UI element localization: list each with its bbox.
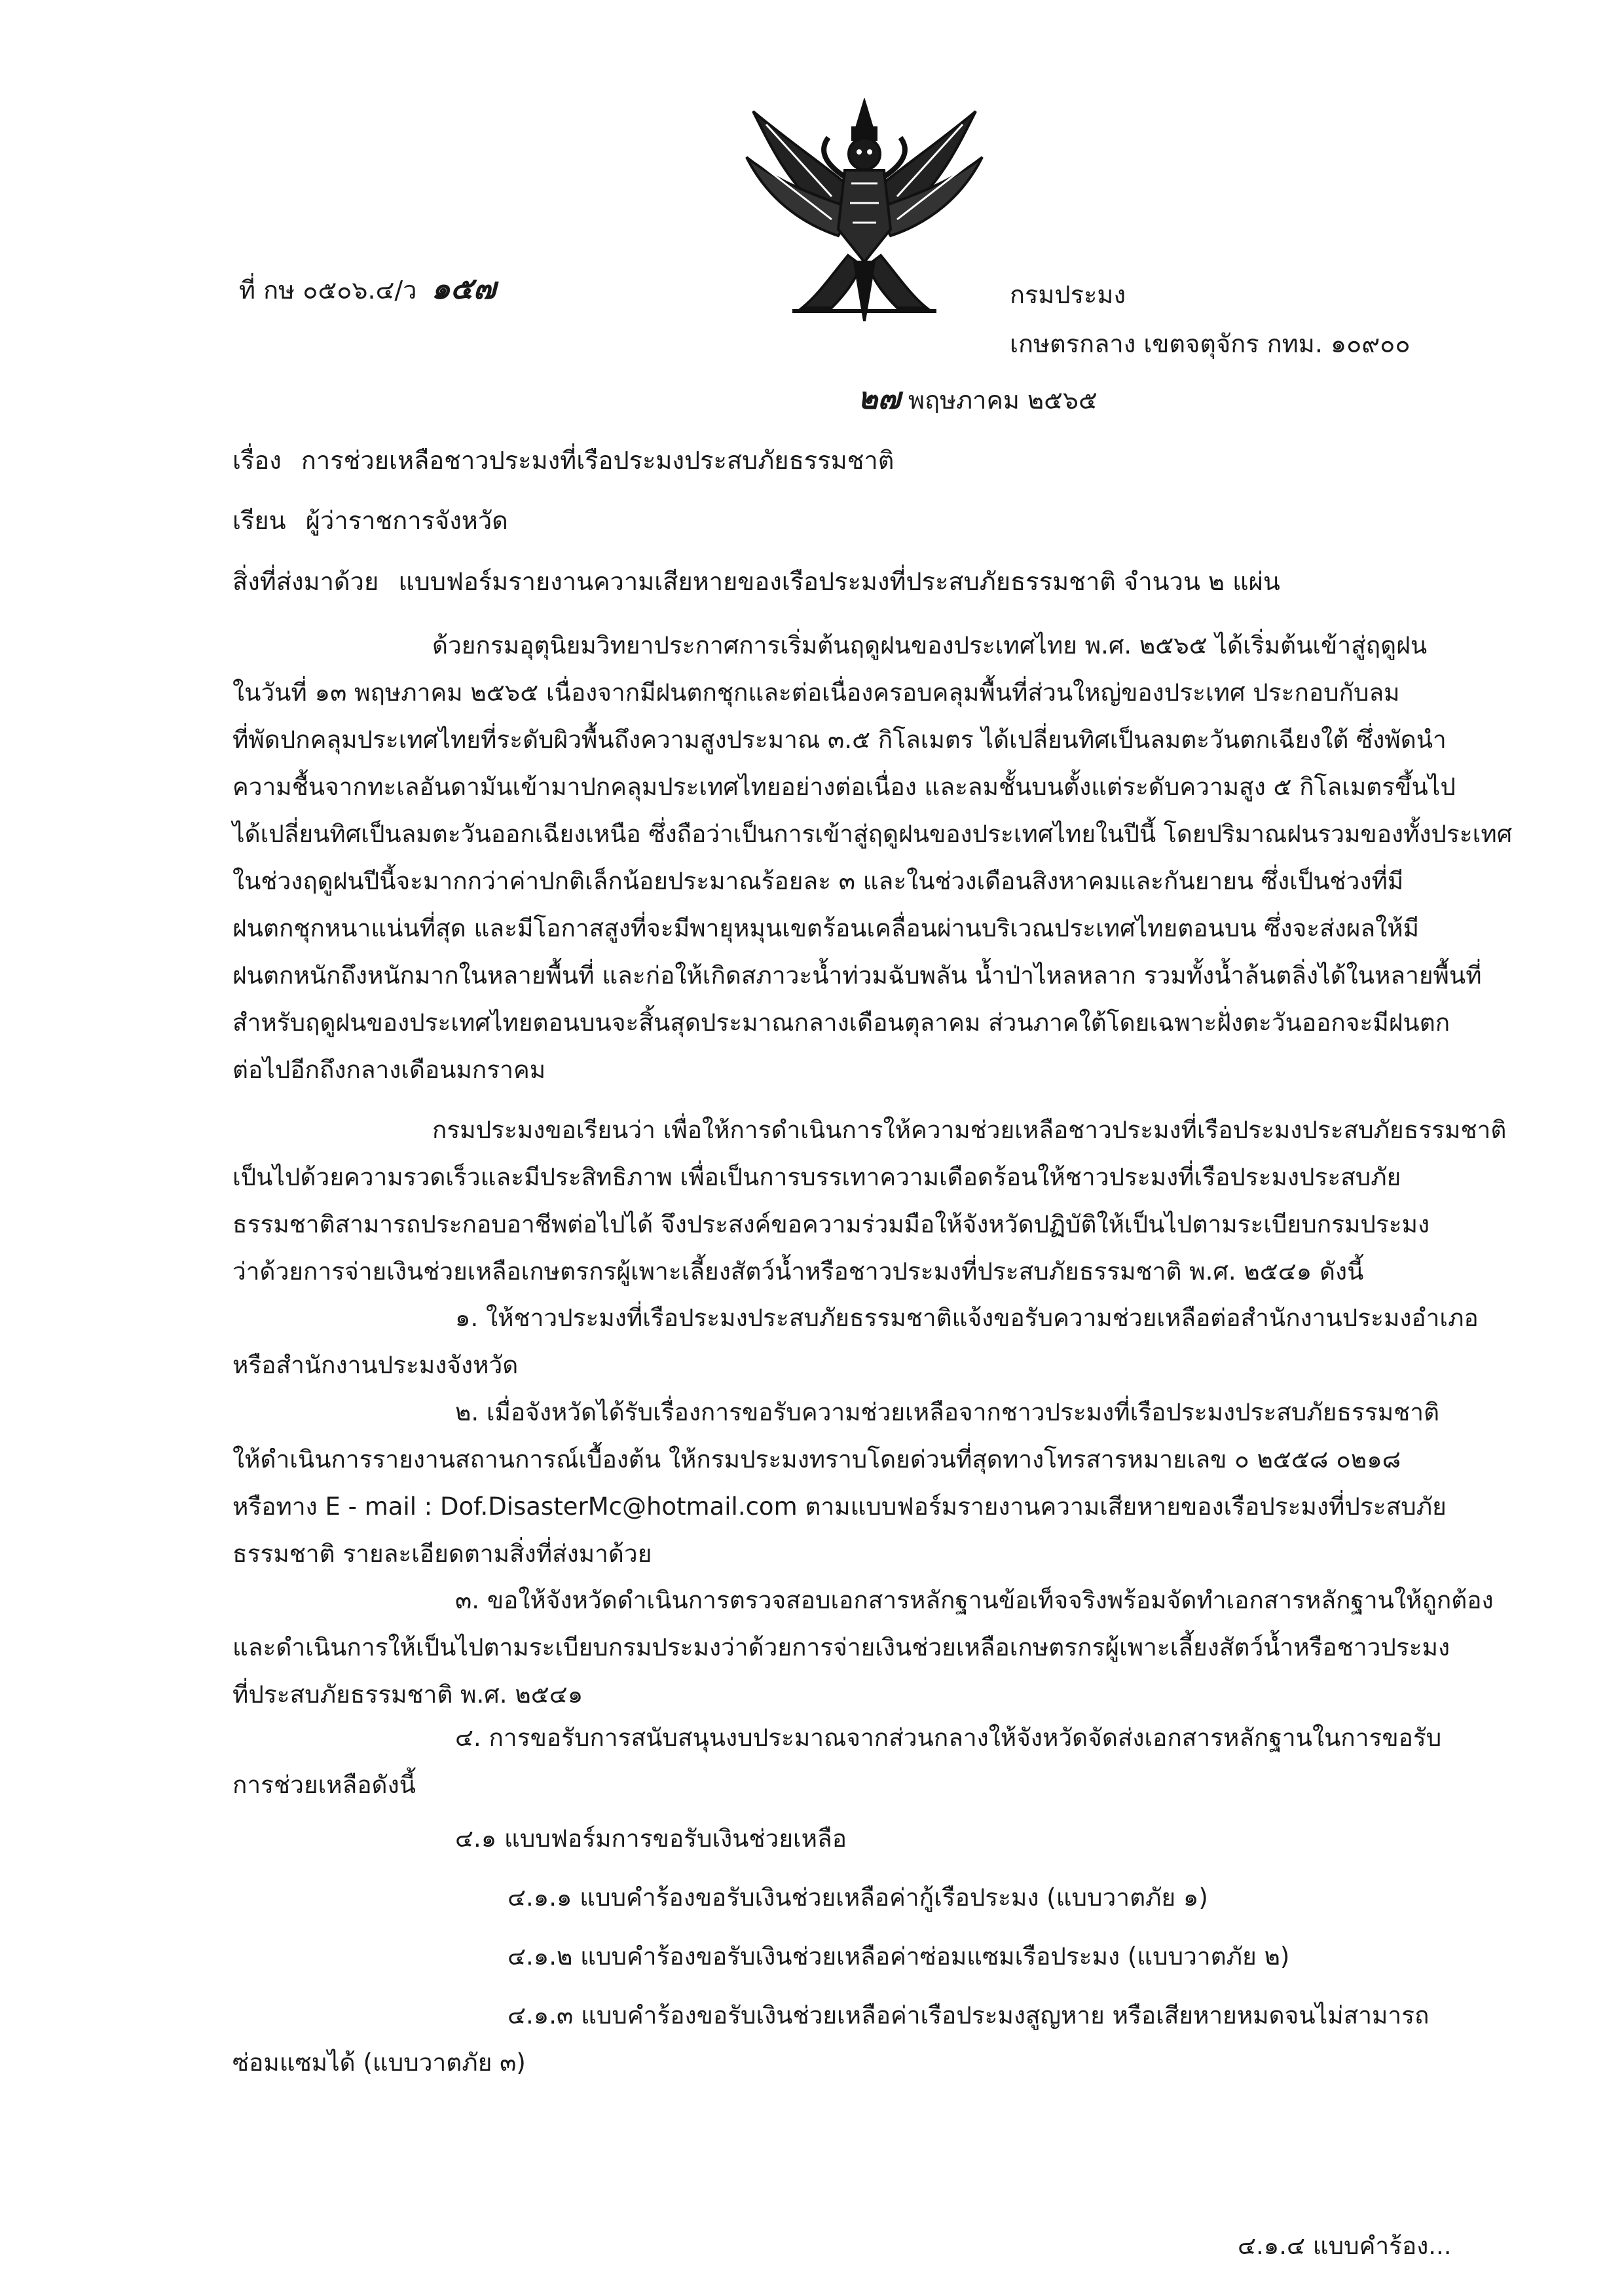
list-item-4-1-1: ๔.๑.๑ แบบคำร้องขอรับเงินช่วยเหลือค่ากู้เรือประมง (แบบวาตภัย ๑)	[507, 1883, 1208, 1912]
list-item-4-1-3-cont: ซ่อมแซมได้ (แบบวาตภัย ๓)	[232, 2048, 526, 2077]
enclosure-text: แบบฟอร์มรายงานความเสียหายของเรือประมงที่ประสบภัยธรรมชาติ จำนวน ๒ แผ่น	[398, 567, 1280, 596]
reference-prefix: ที่ กษ ๐๕๐๖.๔/ว	[239, 276, 417, 305]
paragraph-line: ต่อไปอีกถึงกลางเดือนมกราคม	[232, 1056, 546, 1084]
letter-date	[858, 379, 1098, 420]
subject-label: เรื่อง	[232, 446, 282, 475]
reference-line	[239, 268, 496, 310]
paragraph-line: การช่วยเหลือดังนี้	[232, 1771, 416, 1799]
garuda-emblem-icon	[740, 98, 989, 324]
paragraph-line: สำหรับฤดูฝนของประเทศไทยตอนบนจะสิ้นสุดประมาณกลางเดือนตุลาคม ส่วนภาคใต้โดยเฉพาะฝั่งตะวันออกจะมีฝนตก	[232, 1009, 1450, 1037]
continuation-note: ๔.๑.๔ แบบคำร้อง...	[1238, 2232, 1452, 2260]
paragraph-line: ด้วยกรมอุตุนิยมวิทยาประกาศการเริ่มต้นฤดูฝนของประเทศไทย พ.ศ. ๒๕๖๕ ได้เริ่มต้นเข้าสู่ฤดูฝน	[432, 631, 1428, 659]
paragraph-line: ๑. ให้ชาวประมงที่เรือประมงประสบภัยธรรมชาติแจ้งขอรับความช่วยเหลือต่อสำนักงานประมงอำเภอ	[455, 1304, 1479, 1332]
paragraph-line: ให้ดำเนินการรายงานสถานการณ์เบื้องต้น ให้กรมประมงทราบโดยด่วนที่สุดทางโทรสารหมายเลข ๐ ๒๕๕๘ ๐๒๑๘	[232, 1445, 1401, 1473]
list-item-4-1: ๔.๑ แบบฟอร์มการขอรับเงินช่วยเหลือ	[455, 1824, 847, 1853]
enclosure-label: สิ่งที่ส่งมาด้วย	[232, 567, 379, 596]
paragraph-line: ได้เปลี่ยนทิศเป็นลมตะวันออกเฉียงเหนือ ซึ่งถือว่าเป็นการเข้าสู่ฤดูฝนของประเทศไทยในปีนี้ โดยปริมาณฝนรวมของทั้งประเทศ	[232, 820, 1513, 848]
date-day-handwritten: ๒๗	[858, 380, 900, 416]
enclosure-line	[232, 562, 1280, 601]
paragraph-line: และดำเนินการให้เป็นไปตามระเบียบกรมประมงว่าด้วยการจ่ายเงินช่วยเหลือเกษตรกรผู้เพาะเลี้ยงสัตว์น้ำหรือชาวประมง	[232, 1633, 1450, 1661]
paragraph-line: หรือทาง E - mail : Dof.DisasterMc@hotmail.com ตามแบบฟอร์มรายงานความเสียหายของเรือประมงที่ประสบภัย	[232, 1492, 1447, 1521]
paragraph-line: ความชื้นจากทะเลอันดามันเข้ามาปกคลุมประเทศไทยอย่างต่อเนื่อง และลมชั้นบนตั้งแต่ระดับความสูง ๕ กิโลเมตรขึ้นไป	[232, 773, 1456, 801]
subject-text: การช่วยเหลือชาวประมงที่เรือประมงประสบภัยธรรมชาติ	[301, 446, 895, 475]
paragraph-line: ๓. ขอให้จังหวัดดำเนินการตรวจสอบเอกสารหลักฐานข้อเท็จจริงพร้อมจัดทำเอกสารหลักฐานให้ถูกต้อง	[455, 1586, 1494, 1614]
list-item-4-1-3: ๔.๑.๓ แบบคำร้องขอรับเงินช่วยเหลือค่าเรือประมงสูญหาย หรือเสียหายหมดจนไม่สามารถ	[507, 2001, 1430, 2029]
paragraph-line: ที่ประสบภัยธรรมชาติ พ.ศ. ๒๕๔๑	[232, 1680, 583, 1709]
subject-line	[232, 441, 894, 480]
paragraph-line: ธรรมชาติสามารถประกอบอาชีพต่อไปได้ จึงประสงค์ขอความร่วมมือให้จังหวัดปฏิบัติให้เป็นไปตามระเบียบกรมประมง	[232, 1210, 1430, 1238]
reference-number-handwritten: ๑๕๗	[431, 270, 496, 306]
paragraph-line: เป็นไปด้วยความรวดเร็วและมีประสิทธิภาพ เพื่อเป็นการบรรเทาความเดือดร้อนให้ชาวประมงที่เรือประมงประสบภัย	[232, 1163, 1401, 1191]
paragraph-line: ธรรมชาติ รายละเอียดตามสิ่งที่ส่งมาด้วย	[232, 1540, 652, 1568]
recipient-line	[232, 501, 508, 540]
paragraph-line: ฝนตกหนักถึงหนักมากในหลายพื้นที่ และก่อให้เกิดสภาวะน้ำท่วมฉับพลัน น้ำป่าไหลหลาก รวมทั้งน้ำล้นตลิ่งได้ในหลายพื้นที่	[232, 961, 1482, 990]
paragraph-request	[232, 1107, 1507, 1295]
list-item-4	[232, 1714, 1480, 1809]
list-item-3	[232, 1577, 1494, 1718]
sender-org: กรมประมง	[1010, 280, 1126, 309]
list-item-2	[232, 1389, 1480, 1578]
paragraph-line: ในช่วงฤดูฝนปีนี้จะมากกว่าค่าปกติเล็กน้อยประมาณร้อยละ ๓ และในช่วงเดือนสิงหาคมและกันยายน ซึ่งเป็นช่วงที่มี	[232, 867, 1404, 895]
list-item-1	[232, 1295, 1480, 1389]
paragraph-line: ฝนตกชุกหนาแน่นที่สุด และมีโอกาสสูงที่จะมีพายุหมุนเขตร้อนเคลื่อนผ่านบริเวณประเทศไทยตอนบน ซึ่งจะส่งผลให้มี	[232, 914, 1420, 942]
date-month-year: พฤษภาคม ๒๕๖๕	[908, 386, 1098, 415]
paragraph-line: ๔. การขอรับการสนับสนุนงบประมาณจากส่วนกลางให้จังหวัดจัดส่งเอกสารหลักฐานในการขอรับ	[455, 1724, 1442, 1752]
recipient-label: เรียน	[232, 506, 286, 535]
paragraph-line: ในวันที่ ๑๓ พฤษภาคม ๒๕๖๕ เนื่องจากมีฝนตกชุกและต่อเนื่องครอบคลุมพื้นที่ส่วนใหญ่ของประเทศ ประกอบกับลม	[232, 678, 1400, 707]
paragraph-line: ว่าด้วยการจ่ายเงินช่วยเหลือเกษตรกรผู้เพาะเลี้ยงสัตว์น้ำหรือชาวประมงที่ประสบภัยธรรมชาติ พ.ศ. ๒๕๔๑ ดังนี้	[232, 1257, 1364, 1286]
recipient-text: ผู้ว่าราชการจังหวัด	[305, 506, 508, 535]
paragraph-line: ที่พัดปกคลุมประเทศไทยที่ระดับผิวพื้นถึงความสูงประมาณ ๓.๕ กิโลเมตร ได้เปลี่ยนทิศเป็นลมตะวันตกเฉียงใต้ ซึ่งพัดนำ	[232, 726, 1447, 754]
paragraph-line: กรมประมงขอเรียนว่า เพื่อให้การดำเนินการให้ความช่วยเหลือชาวประมงที่เรือประมงประสบภัยธรรมชาติ	[432, 1116, 1507, 1144]
paragraph-rainy-season	[232, 622, 1513, 1094]
sender-address: เกษตรกลาง เขตจตุจักร กทม. ๑๐๙๐๐	[1010, 329, 1411, 358]
list-item-4-1-2: ๔.๑.๒ แบบคำร้องขอรับเงินช่วยเหลือค่าซ่อมแซมเรือประมง (แบบวาตภัย ๒)	[507, 1942, 1290, 1971]
paragraph-line: หรือสำนักงานประมงจังหวัด	[232, 1351, 519, 1379]
paragraph-line: ๒. เมื่อจังหวัดได้รับเรื่องการขอรับความช่วยเหลือจากชาวประมงที่เรือประมงประสบภัยธรรมชาติ	[455, 1398, 1440, 1426]
